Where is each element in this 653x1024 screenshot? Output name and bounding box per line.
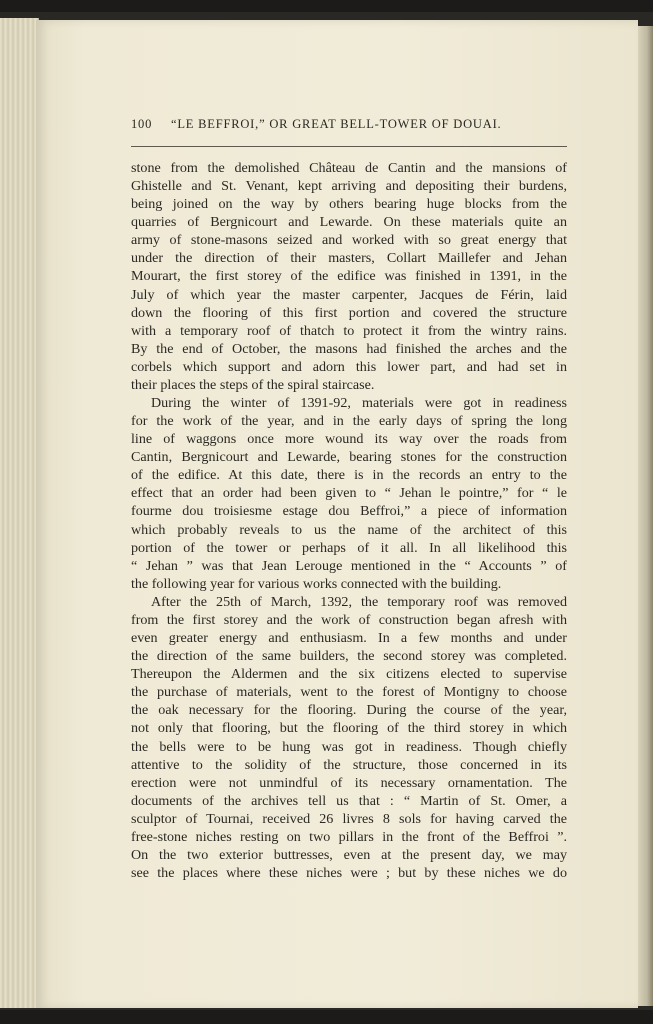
text-line: their places the steps of the spiral staircase.: [131, 376, 375, 393]
page-edges: [0, 18, 39, 1008]
text-line: corbels which support and adorn this lower part, and had set in: [131, 358, 567, 375]
text-line: Mourart, the first storey of the edifice was finished in 1391, in the: [131, 268, 567, 285]
text-line: “ Jehan ” was that Jean Lerouge mentioned in the “ Accounts ” of: [131, 557, 567, 574]
text-line: portion of the tower or perhaps of it all. In all likelihood this: [131, 539, 567, 556]
text-line: of the edifice. At this date, there is in the records an entry to the: [131, 467, 567, 484]
text-line: Thereupon the Aldermen and the six citizens elected to supervise: [131, 666, 567, 683]
text-line: which probably reveals to us the name of the architect of this: [131, 521, 567, 538]
text-line: stone from the demolished Château de Cantin and the mansions of: [131, 160, 567, 176]
text-line: July of which year the master carpenter, Jacques de Férin, laid: [131, 286, 567, 303]
text-line: After the 25th of March, 1392, the temporary roof was removed: [151, 593, 567, 610]
text-line: documents of the archives tell us that : “ Martin of St. Omer, a: [131, 792, 567, 809]
text-line: During the winter of 1391-92, materials were got in readiness: [151, 395, 567, 412]
text-line: under the direction of their masters, Collart Maillefer and Jehan: [131, 250, 567, 267]
text-line: for the work of the year, and in the early days of spring the long: [131, 413, 567, 430]
text-line: even greater energy and enthusiasm. In a few months and under: [131, 630, 567, 647]
paragraph: [131, 593, 567, 882]
text-line: the following year for various works connected with the building.: [131, 575, 502, 592]
text-line: line of waggons once more wound its way over the roads from: [131, 431, 567, 448]
text-line: being joined on the way by others bearing huge blocks from the: [131, 196, 567, 213]
text-line: the purchase of materials, went to the forest of Montigny to choose: [131, 684, 567, 701]
text-line: free-stone niches resting on two pillars in the front of the Beffroi ”.: [131, 828, 567, 845]
text-line: down the flooring of this first portion and covered the structure: [131, 304, 567, 321]
text-line: Ghistelle and St. Venant, kept arriving and depositing their burdens,: [131, 178, 567, 195]
text-line: Cantin, Bergnicourt and Lewarde, bearing stones for the construction: [131, 449, 567, 466]
text-line: effect that an order had been given to “ Jehan le pointre,” for “ le: [131, 485, 567, 502]
text-line: from the first storey and the work of construction began afresh with: [131, 611, 567, 628]
text-line: fourme dou troisiesme estage dou Beffroi,” a piece of information: [131, 503, 567, 520]
paragraph: [131, 394, 567, 593]
text-line: the direction of the same builders, the second storey was completed.: [131, 648, 567, 665]
header-rule: [131, 146, 567, 147]
text-line: By the end of October, the masons had finished the arches and the: [131, 340, 567, 357]
running-header: [131, 117, 568, 132]
text-line: see the places where these niches were ; but by these niches we do: [131, 865, 567, 882]
page-number: 100: [131, 117, 153, 131]
text-line: sculptor of Tournai, received 26 livres 8 sols for having carved the: [131, 810, 567, 827]
text-line: not only that flooring, but the flooring of the third storey in which: [131, 720, 567, 737]
text-line: attentive to the solidity of the structure, those concerned in its: [131, 756, 567, 773]
text-line: the oak necessary for the flooring. During the course of the year,: [131, 702, 567, 719]
body-text: [131, 159, 567, 882]
text-line: army of stone-masons seized and worked with so great energy that: [131, 232, 567, 249]
text-line: On the two exterior buttresses, even at the present day, we may: [131, 846, 567, 863]
text-line: quarries of Bergnicourt and Lewarde. On these materials quite an: [131, 214, 567, 231]
paragraph: [131, 159, 567, 394]
running-title: “LE BEFFROI,” OR GREAT BELL-TOWER OF DOUAI.: [171, 117, 502, 131]
text-line: the bells were to be hung was got in readiness. Though chiefly: [131, 738, 567, 755]
text-line: with a temporary roof of thatch to protect it from the wintry rains.: [131, 322, 567, 339]
text-line: erection were not unmindful of its necessary ornamentation. The: [131, 774, 567, 791]
right-page-edge: [638, 26, 653, 1006]
